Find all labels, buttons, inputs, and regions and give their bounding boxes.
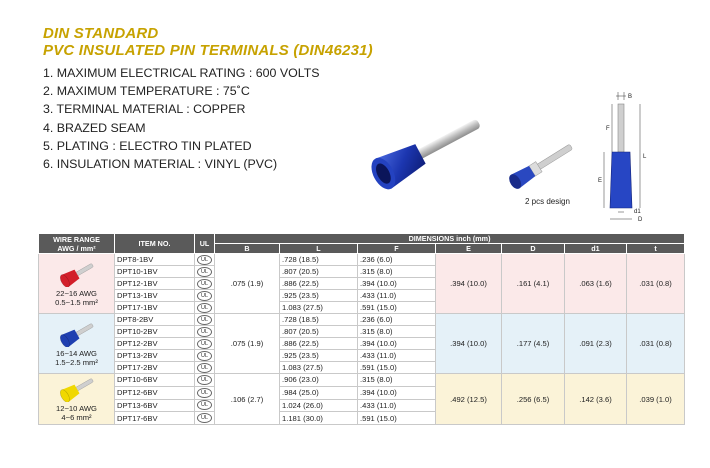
spec-list <box>43 64 320 173</box>
f-cell: .394 (10.0) <box>358 386 436 399</box>
terminal-thumbnail-icon <box>57 376 97 402</box>
label-d1: d1 <box>634 209 641 215</box>
spec-item: 1. MAXIMUM ELECTRICAL RATING : 600 VOLTS <box>43 66 320 80</box>
f-cell: .394 (10.0) <box>358 278 436 290</box>
header-f: F <box>358 244 436 254</box>
item-no-cell: DPT12-2BV <box>115 338 195 350</box>
ul-cell <box>195 338 215 350</box>
header-ul: UL <box>195 234 215 254</box>
wire-range-cell <box>39 314 115 374</box>
ul-mark-icon: UL <box>197 291 212 301</box>
ul-mark-icon: UL <box>197 363 212 373</box>
e-cell: .492 (12.5) <box>436 374 502 425</box>
awg-range: 16~14 AWG <box>56 348 97 358</box>
b-cell: .075 (1.9) <box>215 254 280 314</box>
b-cell: .106 (2.7) <box>215 374 280 425</box>
ul-mark-icon: UL <box>197 327 212 337</box>
ul-mark-icon: UL <box>197 339 212 349</box>
item-no-cell: DPT8-1BV <box>115 254 195 266</box>
l-cell: .984 (25.0) <box>280 386 358 399</box>
l-cell: .807 (20.5) <box>280 326 358 338</box>
item-no-cell: DPT10-1BV <box>115 266 195 278</box>
d1-cell: .063 (1.6) <box>565 254 627 314</box>
f-cell: .591 (15.0) <box>358 302 436 314</box>
ul-cell <box>195 290 215 302</box>
item-no-cell: DPT12-1BV <box>115 278 195 290</box>
wire-range-cell <box>39 254 115 314</box>
f-cell: .315 (8.0) <box>358 326 436 338</box>
mm-range: 0.5~1.5 mm² <box>55 297 98 307</box>
header-dimensions: DIMENSIONS inch (mm) <box>215 234 685 244</box>
awg-range: 12~10 AWG <box>56 404 97 413</box>
ul-cell <box>195 386 215 399</box>
d-cell: .177 (4.5) <box>502 314 565 374</box>
header-l: L <box>280 244 358 254</box>
ul-mark-icon: UL <box>197 267 212 277</box>
header-item-no: ITEM NO. <box>115 234 195 254</box>
l-cell: 1.181 (30.0) <box>280 412 358 425</box>
header-t: t <box>627 244 685 254</box>
item-no-cell: DPT13-2BV <box>115 350 195 362</box>
ul-cell <box>195 266 215 278</box>
ul-cell <box>195 314 215 326</box>
table-row <box>39 314 685 326</box>
l-cell: .906 (23.0) <box>280 374 358 387</box>
ul-cell <box>195 374 215 387</box>
page-title-line2: PVC INSULATED PIN TERMINALS (DIN46231) <box>43 42 373 59</box>
photo-caption: 2 pcs design <box>525 197 570 206</box>
item-no-cell: DPT12-6BV <box>115 386 195 399</box>
ul-mark-icon: UL <box>197 413 212 423</box>
page-title-line1: DIN STANDARD <box>43 25 159 42</box>
ul-cell <box>195 362 215 374</box>
f-cell: .433 (11.0) <box>358 290 436 302</box>
f-cell: .433 (11.0) <box>358 399 436 412</box>
awg-range: 22~16 AWG <box>56 288 97 298</box>
ul-mark-icon: UL <box>197 315 212 325</box>
terminal-thumbnail-icon <box>57 261 97 287</box>
header-wire-range: WIRE RANGE AWG / mm² <box>39 234 115 254</box>
t-cell: .031 (0.8) <box>627 314 685 374</box>
table-row <box>39 254 685 266</box>
l-cell: .925 (23.5) <box>280 290 358 302</box>
d1-cell: .142 (3.6) <box>565 374 627 425</box>
spec-item: 2. MAXIMUM TEMPERATURE : 75˚C <box>43 84 250 99</box>
l-cell: .728 (18.5) <box>280 254 358 266</box>
header-b: B <box>215 244 280 254</box>
l-cell: .807 (20.5) <box>280 266 358 278</box>
spec-item: 5. PLATING : ELECTRO TIN PLATED <box>43 138 252 153</box>
l-cell: 1.083 (27.5) <box>280 302 358 314</box>
label-e: E <box>598 178 603 184</box>
t-cell: .039 (1.0) <box>627 374 685 425</box>
ul-mark-icon: UL <box>197 303 212 313</box>
f-cell: .236 (6.0) <box>358 254 436 266</box>
f-cell: .394 (10.0) <box>358 338 436 350</box>
ul-mark-icon: UL <box>197 388 212 398</box>
item-no-cell: DPT17-1BV <box>115 302 195 314</box>
item-no-cell: DPT10-6BV <box>115 374 195 387</box>
f-cell: .591 (15.0) <box>358 412 436 425</box>
l-cell: 1.024 (26.0) <box>280 399 358 412</box>
t-cell: .031 (0.8) <box>627 254 685 314</box>
header-e: E <box>436 244 502 254</box>
wire-range-cell <box>39 374 115 425</box>
f-cell: .236 (6.0) <box>358 314 436 326</box>
f-cell: .315 (8.0) <box>358 374 436 387</box>
b-cell: .075 (1.9) <box>215 314 280 374</box>
ul-mark-icon: UL <box>197 279 212 289</box>
header-d: D <box>502 244 565 254</box>
item-no-cell: DPT8-2BV <box>115 314 195 326</box>
ul-cell <box>195 412 215 425</box>
spec-item: 3. TERMINAL MATERIAL : COPPER <box>43 102 246 117</box>
item-no-cell: DPT17-2BV <box>115 362 195 374</box>
ul-mark-icon: UL <box>197 400 212 410</box>
d1-cell: .091 (2.3) <box>565 314 627 374</box>
mm-range: 4~6 mm² <box>61 413 92 422</box>
l-cell: .886 (22.5) <box>280 278 358 290</box>
item-no-cell: DPT17-6BV <box>115 412 195 425</box>
dimension-diagram <box>590 88 660 223</box>
f-cell: .591 (15.0) <box>358 362 436 374</box>
ul-cell <box>195 350 215 362</box>
ul-mark-icon: UL <box>197 255 212 265</box>
pin-terminal-photo <box>358 95 490 210</box>
ul-cell <box>195 302 215 314</box>
terminal-thumbnail-icon <box>57 321 97 347</box>
ul-mark-icon: UL <box>197 351 212 361</box>
two-piece-terminal-photo <box>505 135 580 197</box>
e-cell: .394 (10.0) <box>436 254 502 314</box>
table-row <box>39 374 685 387</box>
e-cell: .394 (10.0) <box>436 314 502 374</box>
ul-cell <box>195 326 215 338</box>
item-no-cell: DPT10-2BV <box>115 326 195 338</box>
label-d: D <box>638 217 643 223</box>
ul-cell <box>195 399 215 412</box>
ul-mark-icon: UL <box>197 375 212 385</box>
mm-range: 1.5~2.5 mm² <box>55 357 98 367</box>
l-cell: .925 (23.5) <box>280 350 358 362</box>
spec-item: 6. INSULATION MATERIAL : VINYL (PVC) <box>43 157 278 172</box>
d-cell: .256 (6.5) <box>502 374 565 425</box>
d-cell: .161 (4.1) <box>502 254 565 314</box>
ul-cell <box>195 278 215 290</box>
f-cell: .315 (8.0) <box>358 266 436 278</box>
l-cell: 1.083 (27.5) <box>280 362 358 374</box>
header-d1: d1 <box>565 244 627 254</box>
l-cell: .728 (18.5) <box>280 314 358 326</box>
label-f: F <box>606 126 610 132</box>
f-cell: .433 (11.0) <box>358 350 436 362</box>
ul-cell <box>195 254 215 266</box>
l-cell: .886 (22.5) <box>280 338 358 350</box>
spec-item: 4. BRAZED SEAM <box>43 120 146 135</box>
label-b: B <box>628 94 633 100</box>
item-no-cell: DPT13-1BV <box>115 290 195 302</box>
item-no-cell: DPT13-6BV <box>115 399 195 412</box>
dimensions-table <box>38 233 685 425</box>
label-l: L <box>643 154 647 160</box>
